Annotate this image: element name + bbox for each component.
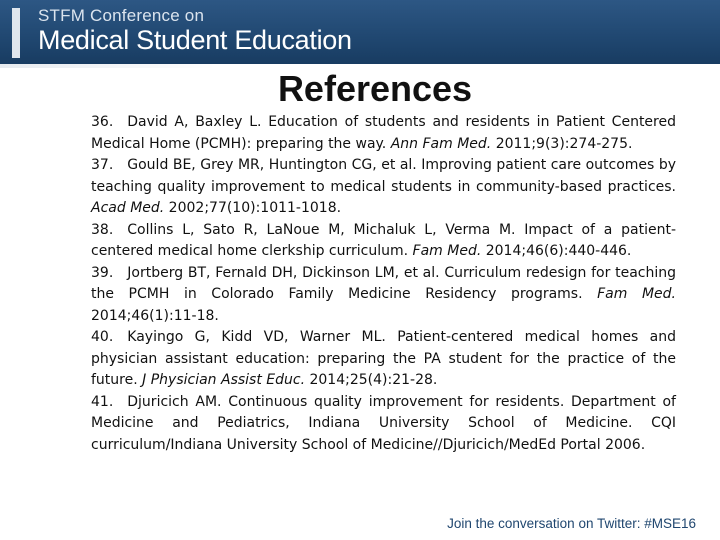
reference-details: 2014;25(4):21-28. — [305, 372, 438, 388]
reference-text: Jortberg BT, Fernald DH, Dickinson LM, et al. Curriculum redesign for teaching the PCMH in Colorado Family Medicine Residency programs. — [91, 264, 676, 302]
reference-text: Collins L, Sato R, LaNoue M, Michaluk L, Verma M. Impact of a patient-centered medical home clerkship curriculum. — [91, 221, 676, 259]
reference-journal: Fam Med. — [597, 286, 677, 302]
reference-details: 2014;46(1):11-18. — [91, 307, 219, 324]
reference-number: 40. — [91, 329, 114, 345]
reference-number: 41. — [91, 393, 114, 410]
reference-item — [91, 220, 676, 263]
reference-text: Gould BE, Grey MR, Huntington CG, et al. Improving patient care outcomes by teaching quality improvement to medical students in community-based practices. — [91, 157, 676, 195]
reference-item — [91, 392, 676, 457]
reference-item — [91, 112, 676, 155]
reference-number: 39. — [91, 264, 114, 281]
header-title: Medical Student Education — [38, 25, 352, 55]
reference-number: 38. — [91, 221, 114, 238]
page-title: References — [277, 68, 473, 109]
reference-journal: Fam Med. — [412, 243, 482, 259]
reference-details: 2014;46(6):440-446. — [481, 243, 632, 259]
reference-text: David A, Baxley L. Education of students and residents in Patient Centered Medical Home (PCMH): preparing the way. — [91, 114, 676, 152]
reference-text: Djuricich AM. Continuous quality improvement for residents. Department of Medicine and Pediatrics, Indiana University School of Medicine. CQI curriculum/Indiana University School of Medicine//Djuricich/MedEd Portal 2006. — [91, 393, 676, 453]
reference-text: Kayingo G, Kidd VD, Warner ML. Patient-centered medical homes and physician assistant education: preparing the PA student for the practice of the future. — [91, 329, 676, 388]
reference-journal: J Physician Assist Educ. — [142, 372, 306, 388]
reference-journal: Acad Med. — [91, 200, 165, 216]
reference-journal: Ann Fam Med. — [390, 135, 492, 152]
header-accent-bar — [12, 8, 20, 58]
conference-header — [0, 0, 720, 68]
reference-number: 37. — [91, 157, 114, 173]
reference-item — [91, 327, 676, 392]
reference-details: 2002;77(10):1011-1018. — [164, 200, 342, 216]
twitter-footer: Join the conversation on Twitter: #MSE16 — [447, 516, 696, 531]
reference-item — [91, 263, 676, 328]
references-list — [91, 112, 676, 456]
header-subtitle: STFM Conference on — [38, 6, 205, 25]
reference-item — [91, 155, 676, 220]
reference-number: 36. — [91, 114, 114, 130]
reference-details: 2011;9(3):274-275. — [491, 135, 633, 152]
